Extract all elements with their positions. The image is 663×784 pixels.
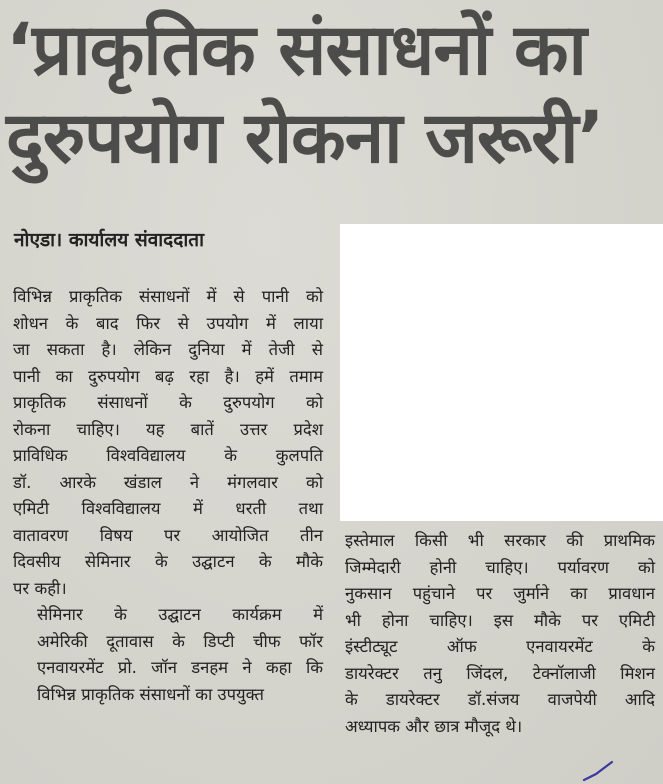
article-paragraph-2 xyxy=(13,602,323,708)
article-line: अमेरिकी दूतावास के डिप्टी चीफ फॉर xyxy=(37,631,323,651)
article-line: दिवसीय सेमिनार के उद्घाटन के मौके xyxy=(13,552,323,571)
article-line: विभिन्न प्राकृतिक संसाधनों का उपयुक्त xyxy=(37,684,265,704)
headline xyxy=(6,6,656,182)
article-line: डायरेक्टर तनु जिंदल, टेक्नॉलाजी मिशन xyxy=(345,663,655,683)
pen-mark-icon xyxy=(582,760,614,782)
article-column-1 xyxy=(13,284,323,708)
article-line: जा सकता है। लेकिन दुनिया में तेजी से xyxy=(13,340,323,359)
article-line: अध्यापक और छात्र मौजूद थे। xyxy=(345,716,523,736)
article-column-2 xyxy=(345,528,655,740)
article-line: भी होना चाहिए। इस मौके पर एमिटी xyxy=(345,610,655,630)
article-line: जिम्मेदारी होनी चाहिए। पर्यावरण को xyxy=(345,557,655,577)
headline-line-1: ‘प्राकृतिक संसाधनों का xyxy=(6,8,586,91)
byline: नोएडा। कार्यालय संवाददाता xyxy=(14,229,205,251)
article-line: सेमिनार के उद्घाटन कार्यक्रम में xyxy=(37,605,323,624)
headline-line-2: दुरुपयोग रोकना जरूरी’ xyxy=(6,96,604,179)
article-line: शोधन के बाद फिर से उपयोग में लाया xyxy=(13,313,323,333)
article-line: के डायरेक्टर डॉ.संजय वाजपेयी आदि xyxy=(345,690,655,709)
article-line: एमिटी विश्वविद्यालय में धरती तथा xyxy=(13,499,323,518)
article-line: प्राविधिक विश्वविद्यालय के कुलपति xyxy=(13,446,323,465)
article-line: एनवायरमेंट प्रो. जॉन डनहम ने कहा कि xyxy=(37,658,323,677)
photo-placeholder xyxy=(340,224,663,521)
article-line: इस्तेमाल किसी भी सरकार की प्राथमिक xyxy=(345,531,655,550)
article-paragraph-3 xyxy=(345,528,655,740)
article-line: विभिन्न प्राकृतिक संसाधनों में से पानी को xyxy=(13,287,323,306)
article-line: डॉ. आरके खंडाल ने मंगलवार को xyxy=(13,472,323,492)
article-line: रोकना चाहिए। यह बातें उत्तर प्रदेश xyxy=(13,419,323,439)
article-line: पानी का दुरुपयोग बढ़ रहा है। हमें तमाम xyxy=(13,366,323,386)
article-line: पर कही। xyxy=(13,578,67,598)
article-line: वातावरण विषय पर आयोजित तीन xyxy=(13,525,323,545)
article-line: नुकसान पहुंचाने पर जुर्माने का प्रावधान xyxy=(345,584,655,603)
article-paragraph-1 xyxy=(13,284,323,602)
article-line: प्राकृतिक संसाधनों के दुरुपयोग को xyxy=(13,393,323,412)
article-line: इंस्टीट्यूट ऑफ एनवायरमेंट के xyxy=(345,637,655,656)
